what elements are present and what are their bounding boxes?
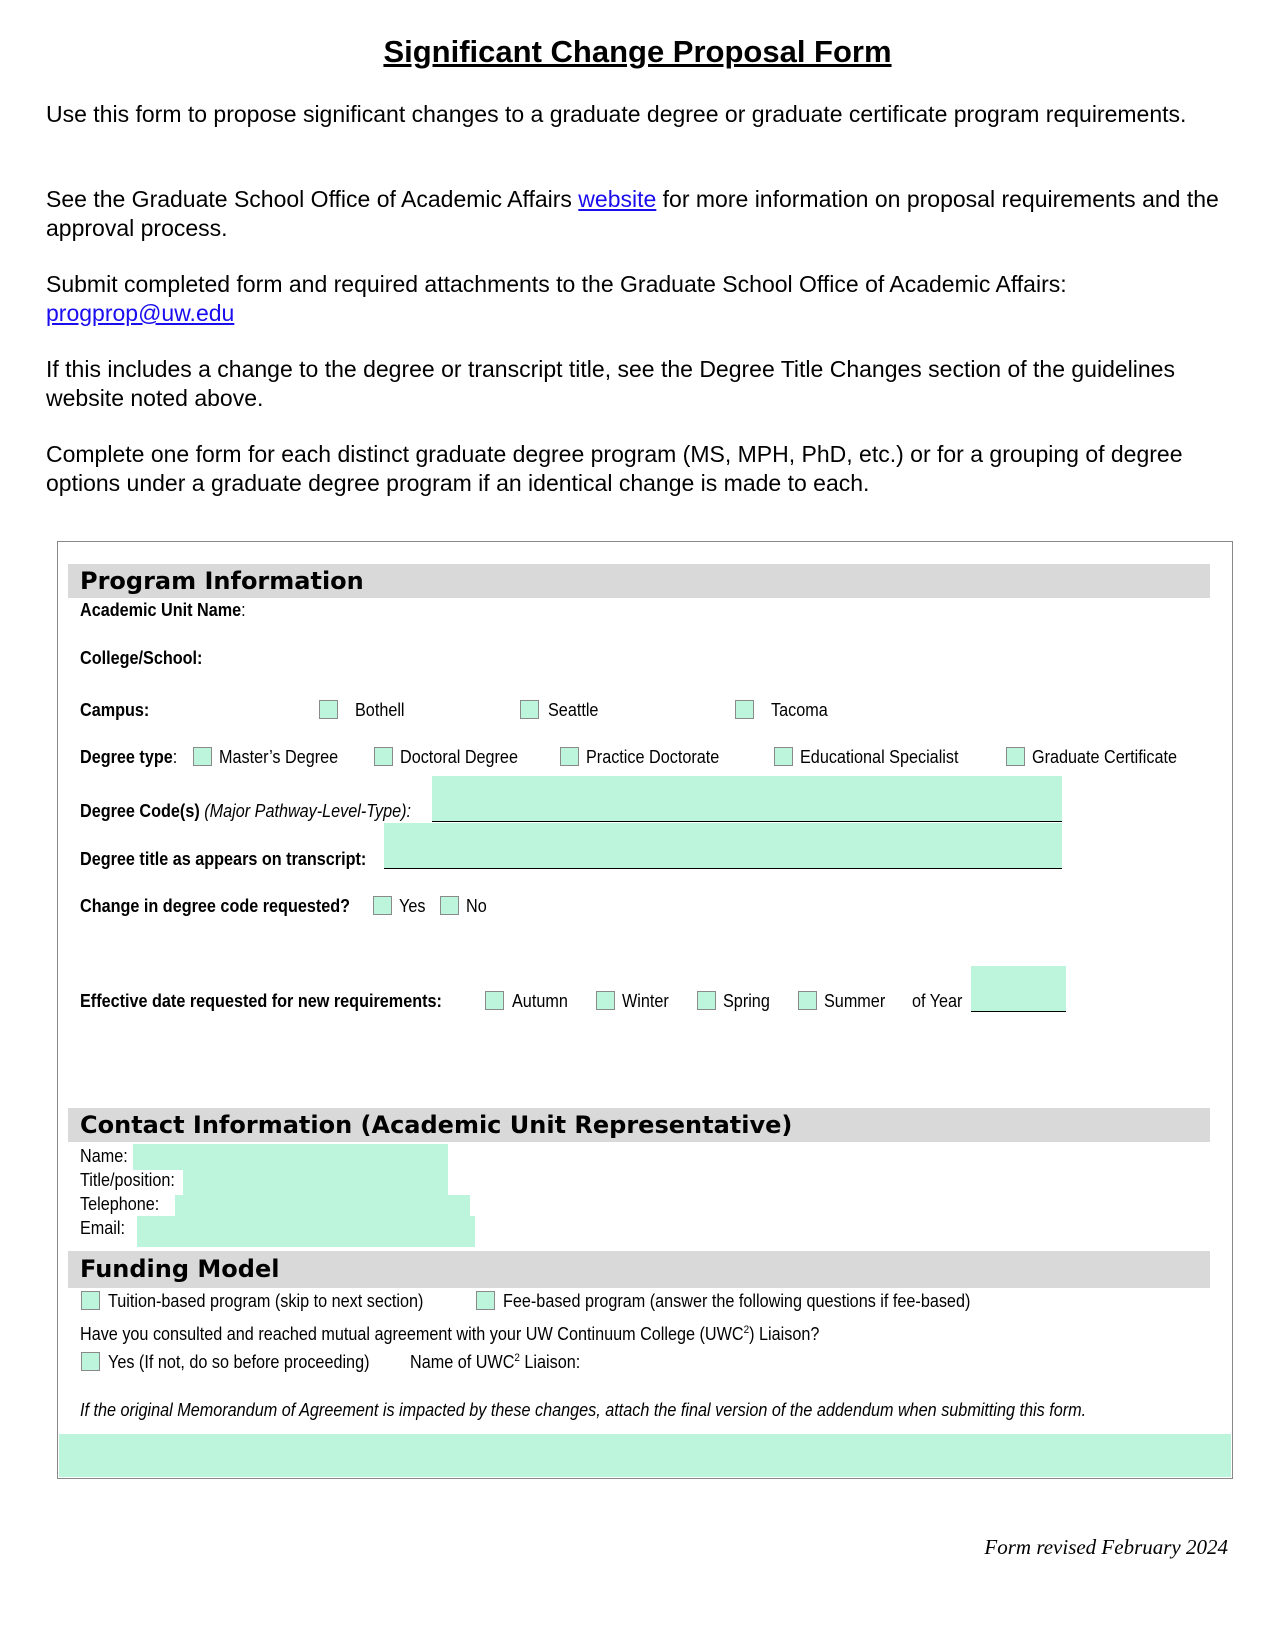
contact-phone-label: Telephone: — [80, 1194, 160, 1214]
program-info-heading: Program Information — [68, 564, 1210, 598]
degree-practice-doctorate-checkbox[interactable] — [560, 747, 579, 766]
code-change-no-label: No — [466, 896, 487, 916]
email-link[interactable]: progprop@uw.edu — [46, 300, 235, 326]
college-school-label: College/School: — [80, 648, 203, 668]
quarter-spring-checkbox[interactable] — [697, 991, 716, 1010]
uwc-liaison-text: Name of UWC — [410, 1352, 515, 1372]
quarter-autumn-checkbox[interactable] — [485, 991, 504, 1010]
contact-title-field[interactable] — [183, 1169, 448, 1195]
academic-unit-label-text: Academic Unit Name — [80, 600, 242, 620]
uwc-liaison-end: Liaison: — [519, 1352, 581, 1372]
uwc-liaison-label — [410, 1352, 580, 1373]
academic-unit-colon: : — [241, 600, 246, 620]
degree-code-field[interactable] — [432, 776, 1062, 822]
degree-type-label — [80, 747, 177, 768]
intro-paragraph-1: Use this form to propose significant changes to a graduate degree or graduate certificate program requirements. — [46, 101, 1187, 127]
contact-email-field[interactable] — [137, 1216, 475, 1247]
contact-title-label: Title/position: — [80, 1170, 175, 1190]
quarter-summer-checkbox[interactable] — [798, 991, 817, 1010]
intro-paragraph-4: If this includes a change to the degree or transcript title, see the Degree Title Changes section of the guidelines website noted above. — [46, 356, 1175, 411]
degree-graduate-certificate-checkbox[interactable] — [1006, 747, 1025, 766]
intro-p2-text: See the Graduate School Office of Academic Affairs — [46, 186, 579, 212]
year-field[interactable] — [971, 966, 1066, 1012]
fee-based-checkbox[interactable] — [476, 1291, 495, 1310]
contact-name-field[interactable] — [133, 1144, 448, 1170]
intro-paragraph-5: Complete one form for each distinct graduate degree program (MS, MPH, PhD, etc.) or for a grouping of degree options under a graduate degree program if an identical change is made to each. — [46, 441, 1183, 496]
degree-type-colon: : — [172, 747, 178, 767]
degree-doctoral-checkbox[interactable] — [374, 747, 393, 766]
campus-tacoma-checkbox[interactable] — [735, 700, 754, 719]
intro-paragraph-3 — [46, 270, 1246, 328]
website-link[interactable]: website — [578, 186, 657, 212]
uwc-question-end: ) Liaison? — [749, 1324, 820, 1344]
funding-model-heading: Funding Model — [68, 1251, 1210, 1288]
quarter-spring-label: Spring — [723, 991, 770, 1011]
degree-educational-specialist-label: Educational Specialist — [800, 747, 959, 767]
tuition-based-label: Tuition-based program (skip to next section) — [108, 1291, 424, 1311]
degree-title-label: Degree title as appears on transcript: — [80, 849, 367, 869]
degree-title-underline — [384, 868, 1062, 869]
moa-note: If the original Memorandum of Agreement is impacted by these changes, attach the final version of the addendum when submitting this form. — [80, 1400, 1087, 1420]
form-revision-note: Form revised February 2024 — [984, 1535, 1228, 1559]
fee-based-label: Fee-based program (answer the following questions if fee-based) — [503, 1291, 971, 1311]
campus-seattle-checkbox[interactable] — [520, 700, 539, 719]
effective-date-label: Effective date requested for new requirements: — [80, 991, 442, 1011]
quarter-winter-checkbox[interactable] — [596, 991, 615, 1010]
degree-title-field[interactable] — [384, 823, 1062, 869]
contact-email-label: Email: — [80, 1218, 126, 1238]
degree-code-underline — [432, 821, 1062, 822]
intro-p3-text: Submit completed form and required attachments to the Graduate School Office of Academic Affairs: — [46, 271, 1067, 297]
campus-tacoma-label: Tacoma — [771, 700, 828, 720]
form-title: Significant Change Proposal Form — [383, 34, 892, 69]
uwc-liaison-sup: 2 — [514, 1352, 520, 1364]
degree-type-label-text: Degree type — [80, 747, 173, 767]
degree-code-label — [80, 801, 411, 822]
uwc-question-sup: 2 — [743, 1324, 750, 1336]
degree-educational-specialist-checkbox[interactable] — [774, 747, 793, 766]
academic-unit-label — [80, 600, 246, 621]
quarter-autumn-label: Autumn — [512, 991, 568, 1011]
quarter-summer-label: Summer — [824, 991, 886, 1011]
degree-masters-checkbox[interactable] — [193, 747, 212, 766]
quarter-winter-label: Winter — [622, 991, 669, 1011]
uwc-yes-checkbox[interactable] — [81, 1352, 100, 1371]
degree-code-label-text: Degree Code(s) — [80, 801, 200, 821]
degree-practice-doctorate-label: Practice Doctorate — [586, 747, 720, 767]
uwc-question-text: Have you consulted and reached mutual agreement with your UW Continuum College (UWC — [80, 1324, 744, 1344]
degree-graduate-certificate-label: Graduate Certificate — [1032, 747, 1177, 767]
code-change-no-checkbox[interactable] — [440, 896, 459, 915]
campus-bothell-checkbox[interactable] — [319, 700, 338, 719]
contact-info-heading: Contact Information (Academic Unit Representative) — [68, 1108, 1210, 1142]
intro-p2-text-after: for more information on proposal requirements and the approval process. — [46, 186, 1219, 241]
code-change-label: Change in degree code requested? — [80, 896, 351, 916]
uwc-question — [80, 1324, 819, 1345]
degree-doctoral-label: Doctoral Degree — [400, 747, 518, 767]
campus-seattle-label: Seattle — [548, 700, 599, 720]
campus-bothell-label: Bothell — [355, 700, 405, 720]
degree-code-hint: (Major Pathway-Level-Type): — [199, 801, 412, 821]
year-underline — [971, 1011, 1066, 1012]
contact-name-label: Name: — [80, 1146, 128, 1166]
degree-masters-label: Master’s Degree — [219, 747, 339, 767]
code-change-yes-label: Yes — [399, 896, 426, 916]
of-year-label: of Year — [912, 991, 963, 1011]
campus-label: Campus: — [80, 700, 150, 720]
code-change-yes-checkbox[interactable] — [373, 896, 392, 915]
moa-attachment-field[interactable] — [59, 1434, 1231, 1477]
tuition-based-checkbox[interactable] — [81, 1291, 100, 1310]
intro-paragraph-2 — [46, 185, 1246, 243]
uwc-yes-label: Yes (If not, do so before proceeding) — [108, 1352, 370, 1372]
